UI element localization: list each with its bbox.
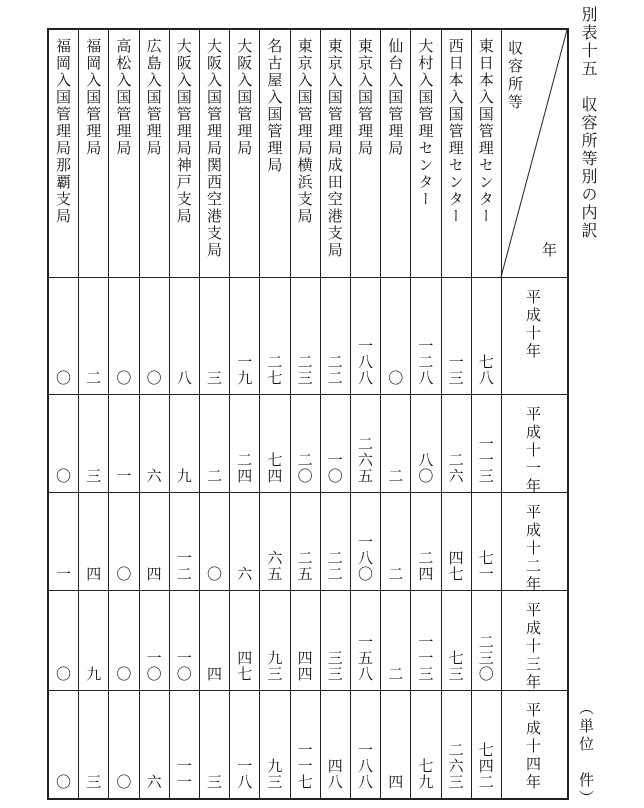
table-cell: 〇 [144,370,163,386]
table-cell: 一三 [446,354,465,386]
table-cell: 八〇 [416,452,435,484]
table-cell: 四 [144,566,163,582]
unit-label: （単位 件） [577,700,595,808]
table-cell: 一〇 [144,650,163,682]
table-cell: 四 [205,666,223,682]
table-cell: 一二八 [416,338,435,386]
table-cell: 二五 [295,550,314,582]
table-cell: 二 [386,566,405,582]
facility-name: 福岡入国管理局那覇支局 [54,38,72,225]
table-cell: 九 [84,666,103,682]
facility-name: 東京入国管理局横浜支局 [295,38,314,225]
table-cell: 一一 [174,758,193,790]
table-cell: 一五八 [356,634,374,682]
year-label: 平成十二年 [524,504,542,594]
table-cell: 二三〇 [476,634,495,682]
table-cell: 一 [54,566,72,582]
table-cell: 一〇 [174,650,193,682]
table-cell: 一八八 [356,338,374,386]
table-cell: 四 [386,774,405,790]
table-cell: 一八 [235,758,254,790]
facility-name: 大村入国管理センター [416,38,435,208]
table-cell: 二 [386,666,405,682]
table-cell: 四七 [235,650,254,682]
table-cell: 一八八 [356,742,374,790]
table-cell: 〇 [54,468,72,484]
year-label: 平成十一年 [524,406,542,496]
table-cell: 一二 [174,550,193,582]
year-label: 平成十年 [524,289,542,361]
facility-name: 名古屋入国管理局 [265,38,284,174]
table-cell: 〇 [114,666,133,682]
table-cell: 二六五 [356,436,374,484]
year-label: 平成十四年 [524,702,542,792]
page-title: 別表十五 収容所等別の内訳 [579,6,598,240]
facility-name: 大阪入国管理局 [235,38,254,157]
table-cell: 八 [174,370,193,386]
facility-name: 大阪入国管理局関西空港支局 [205,38,223,259]
table-cell: 〇 [114,566,133,582]
table-cell: 三三 [325,650,344,682]
table-cell: 〇 [386,370,405,386]
facility-name: 広島入国管理局 [144,38,163,157]
year-label: 平成十三年 [524,602,542,692]
table-cell: 二 [205,468,223,484]
table-cell: 三 [84,468,103,484]
table-cell: 九三 [265,650,284,682]
table-cell: 七九 [416,758,435,790]
table-cell: 四四 [295,650,314,682]
table-cell: 〇 [114,370,133,386]
table-cell: 〇 [54,666,72,682]
table-cell: 七四 [265,452,284,484]
table-cell: 二六三 [446,742,465,790]
table-cell: 一八〇 [356,534,374,582]
table-cell: 七一 [476,550,495,582]
table-cell: 一九 [235,354,254,386]
table-cell: 〇 [205,566,223,582]
table-cell: 四七 [446,550,465,582]
table-cell: 一一三 [416,634,435,682]
table-cell: 四 [84,566,103,582]
table-cell: 一一三 [476,436,495,484]
table-cell: 七八 [476,354,495,386]
table-cell: 一〇 [325,452,344,484]
table-cell: 二七 [265,354,284,386]
table-cell: 三 [205,774,223,790]
facility-name: 仙台入国管理局 [386,38,405,157]
table-cell: 二 [84,370,103,386]
table-cell: 二四 [235,452,254,484]
data-table [47,28,569,800]
table-cell: 二二 [325,354,344,386]
facility-name: 東京入国管理局 [356,38,374,157]
table-cell: 二 [386,468,405,484]
facility-name: 高松入国管理局 [114,38,133,157]
table-cell: 六 [144,468,163,484]
table-cell: 九三 [265,758,284,790]
facility-name: 福岡入国管理局 [84,38,103,157]
year-header: 年 [540,242,558,260]
table-cell: 七三 [446,650,465,682]
table-cell: 三 [84,774,103,790]
table-cell: 二三 [295,354,314,386]
table-cell: 七四二 [476,742,495,790]
table-cell: 四八 [325,758,344,790]
facility-name: 東京入国管理局成田空港支局 [325,38,344,259]
table-cell: 六五 [265,550,284,582]
table-cell: 九 [174,468,193,484]
table-cell: 〇 [54,774,72,790]
table-cell: 三 [205,370,223,386]
facility-name: 東日本入国管理センター [476,38,495,225]
table-cell: 二二 [325,550,344,582]
table-cell: 二六 [446,452,465,484]
table-cell: 六 [235,566,254,582]
table-cell: 〇 [54,370,72,386]
facility-name: 大阪入国管理局神戸支局 [174,38,193,225]
table-cell: 一 [114,468,133,484]
table-cell: 二四 [416,550,435,582]
table-cell: 六 [144,774,163,790]
table-cell: 二〇 [295,452,314,484]
table-cell: 一一七 [295,742,314,790]
table-cell: 〇 [114,774,133,790]
facility-name: 西日本入国管理センター [446,38,465,225]
facility-header: 収容所等 [506,40,524,112]
